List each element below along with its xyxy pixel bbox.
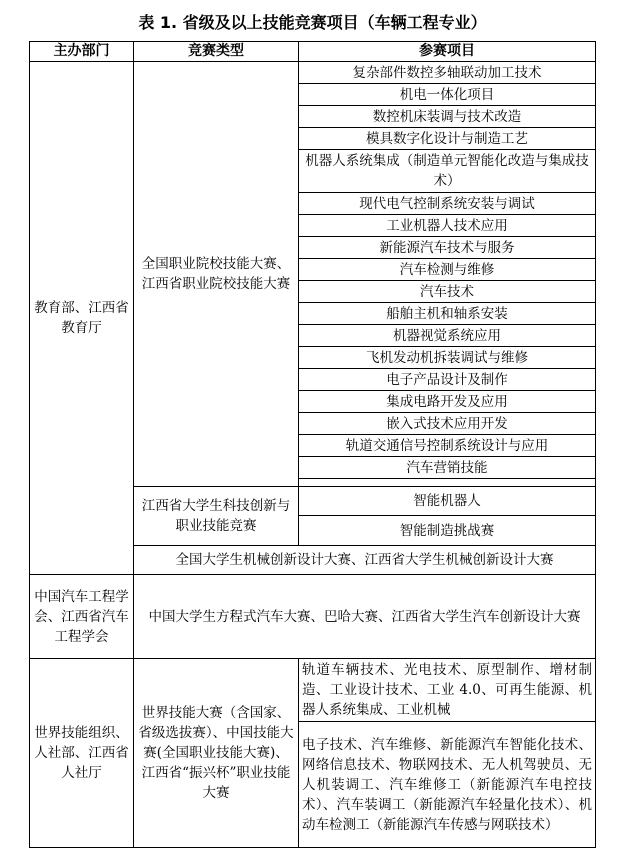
item-cell: 汽车营销技能 xyxy=(299,457,596,479)
item-cell: 嵌入式技术应用开发 xyxy=(299,413,596,435)
header-type: 竞赛类型 xyxy=(134,42,299,62)
type-cell: 全国职业院校技能大赛、江西省职业院校技能大赛 xyxy=(134,62,299,487)
merged-cell: 全国大学生机械创新设计大赛、江西省大学生机械创新设计大赛 xyxy=(134,546,596,575)
item-cell: 工业机器人技术应用 xyxy=(299,215,596,237)
table-row xyxy=(30,62,596,84)
item-cell: 现代电气控制系统安装与调试 xyxy=(299,193,596,215)
item-cell: 智能机器人 xyxy=(299,487,596,516)
dept-cell: 中国汽车工程学会、江西省汽车工程学会 xyxy=(30,575,134,659)
item-cell: 飞机发动机拆装调试与维修 xyxy=(299,347,596,369)
item-cell: 船舶主机和轴系安装 xyxy=(299,303,596,325)
item-cell: 轨道交通信号控制系统设计与应用 xyxy=(299,435,596,457)
table-row xyxy=(30,575,596,659)
header-row xyxy=(30,42,596,62)
header-dept: 主办部门 xyxy=(30,42,134,62)
merged-cell: 中国大学生方程式汽车大赛、巴哈大赛、江西省大学生汽车创新设计大赛 xyxy=(134,575,596,659)
item-cell: 机器人系统集成（制造单元智能化改造与集成技术） xyxy=(299,150,596,193)
item-cell: 模具数字化设计与制造工艺 xyxy=(299,128,596,150)
item-cell: 汽车技术 xyxy=(299,281,596,303)
item-cell: 数控机床装调与技术改造 xyxy=(299,106,596,128)
item-cell: 机器视觉系统应用 xyxy=(299,325,596,347)
competition-table xyxy=(29,41,596,848)
item-cell: 复杂部件数控多轴联动加工技术 xyxy=(299,62,596,84)
type-cell: 江西省大学生科技创新与职业技能竞赛 xyxy=(134,487,299,546)
item-cell: 电子技术、汽车维修、新能源汽车智能化技术、网络信息技术、物联网技术、无人机驾驶员、无人机装调工、汽车维修工（新能源汽车电控技术）、汽车装调工（新能源汽车轻量化技术）、机动车检测工（新能源汽车传感与网联技术） xyxy=(299,722,596,848)
empty-cell xyxy=(299,479,596,487)
type-cell: 世界技能大赛（含国家、省级选拔赛）、中国技能大赛(全国职业技能大赛)、江西省“振兴杯”职业技能大赛 xyxy=(134,659,299,848)
item-cell: 电子产品设计及制作 xyxy=(299,369,596,391)
item-cell: 智能制造挑战赛 xyxy=(299,516,596,546)
dept-cell: 世界技能组织、人社部、江西省人社厅 xyxy=(30,659,134,848)
table-row xyxy=(30,659,596,722)
item-cell: 机电一体化项目 xyxy=(299,84,596,106)
item-cell: 轨道车辆技术、光电技术、原型制作、增材制造、工业设计技术、工业 4.0、可再生能源、机器人系统集成、工业机械 xyxy=(299,659,596,722)
item-cell: 新能源汽车技术与服务 xyxy=(299,237,596,259)
dept-cell: 教育部、江西省教育厅 xyxy=(30,62,134,575)
table-title: 表 1. 省级及以上技能竞赛项目（车辆工程专业） xyxy=(138,13,487,32)
item-cell: 汽车检测与维修 xyxy=(299,259,596,281)
header-items: 参赛项目 xyxy=(299,42,596,62)
item-cell: 集成电路开发及应用 xyxy=(299,391,596,413)
